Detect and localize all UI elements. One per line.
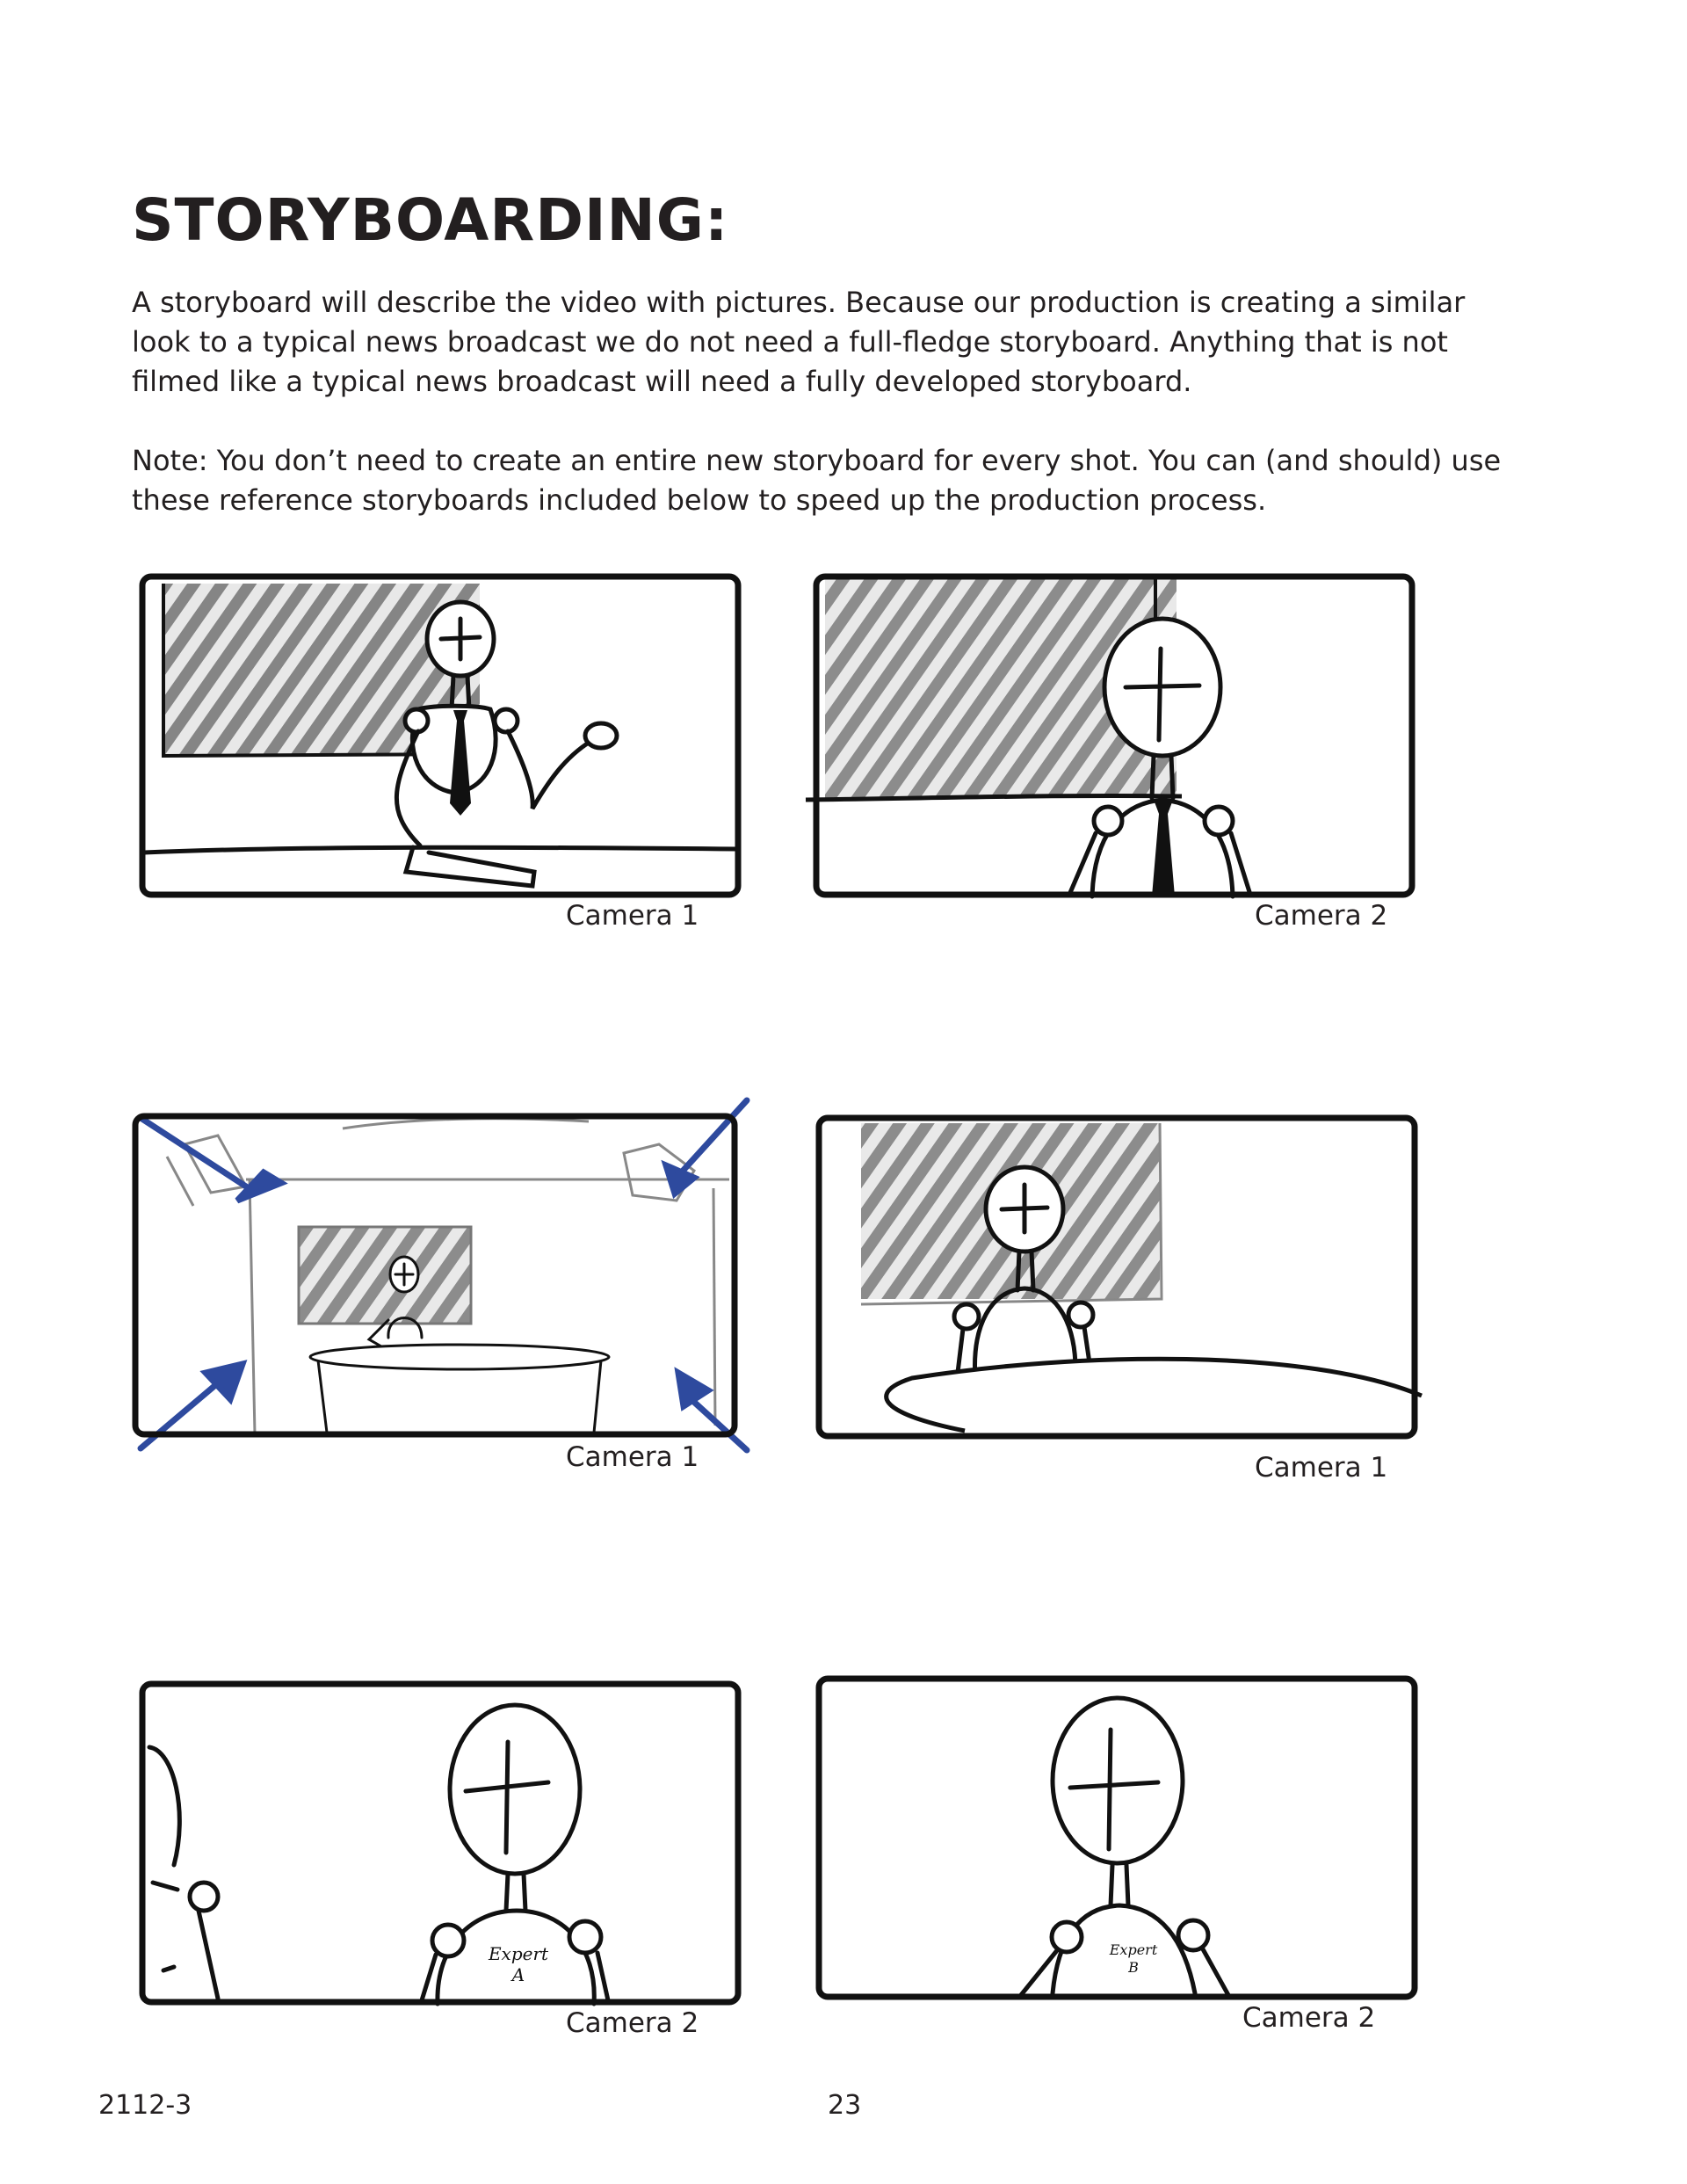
panel-3-sketch: [132, 1109, 738, 1441]
panel-2-caption: Camera 2: [1255, 900, 1388, 932]
side-figure: [149, 1747, 218, 1999]
panel-3-caption: Camera 1: [566, 1441, 699, 1473]
expert-b-letter: B: [1128, 1959, 1139, 1976]
expert-b-label: Expert: [1109, 1941, 1158, 1958]
storyboard-panel-6: [815, 1675, 1418, 2034]
desk-line: [144, 847, 736, 853]
panel-5-sketch: [139, 1680, 742, 2007]
storyboard-panel-3: [132, 1109, 738, 1473]
storyboard-panel-5: [139, 1680, 742, 2039]
document-code: 2112-3: [98, 2090, 192, 2121]
panel-4-caption: Camera 1: [1255, 1452, 1388, 1484]
news-desk: [310, 1345, 609, 1433]
panel-1-sketch: [139, 573, 742, 900]
page-heading: STORYBOARDING:: [132, 186, 729, 254]
anchor-figure: [396, 602, 617, 886]
panel-1-caption: Camera 1: [566, 900, 699, 932]
panel-6-caption: Camera 2: [1242, 2002, 1376, 2034]
panel-4-sketch: [815, 1114, 1418, 1441]
curved-desk: [887, 1359, 1422, 1431]
note-paragraph: Note: You don’t need to create an entire new storyboard for every shot. You can (and should) use these reference storyboards included below to speed up the production process.: [132, 444, 1502, 517]
page-number: 23: [828, 2090, 862, 2121]
intro-paragraph: A storyboard will describe the video with pictures. Because our production is creating a similar look to a typical news broadcast we do not need a full-fledge storyboard. Anything that is not filmed like a typical news broadcast will need a fully developed storyboard.: [132, 286, 1466, 398]
storyboard-panel-1: [139, 573, 742, 932]
storyboard-panel-4: [815, 1114, 1418, 1484]
storyboard-panel-2: [813, 573, 1415, 932]
anchor-tie: [1152, 800, 1175, 896]
monitor-shading: [299, 1227, 471, 1324]
expert-a-letter: A: [511, 1964, 525, 1985]
panel-6-sketch: [815, 1675, 1418, 2002]
panel-2-sketch: [813, 573, 1415, 900]
panel-5-caption: Camera 2: [566, 2007, 699, 2039]
expert-a-label: Expert: [488, 1943, 549, 1964]
